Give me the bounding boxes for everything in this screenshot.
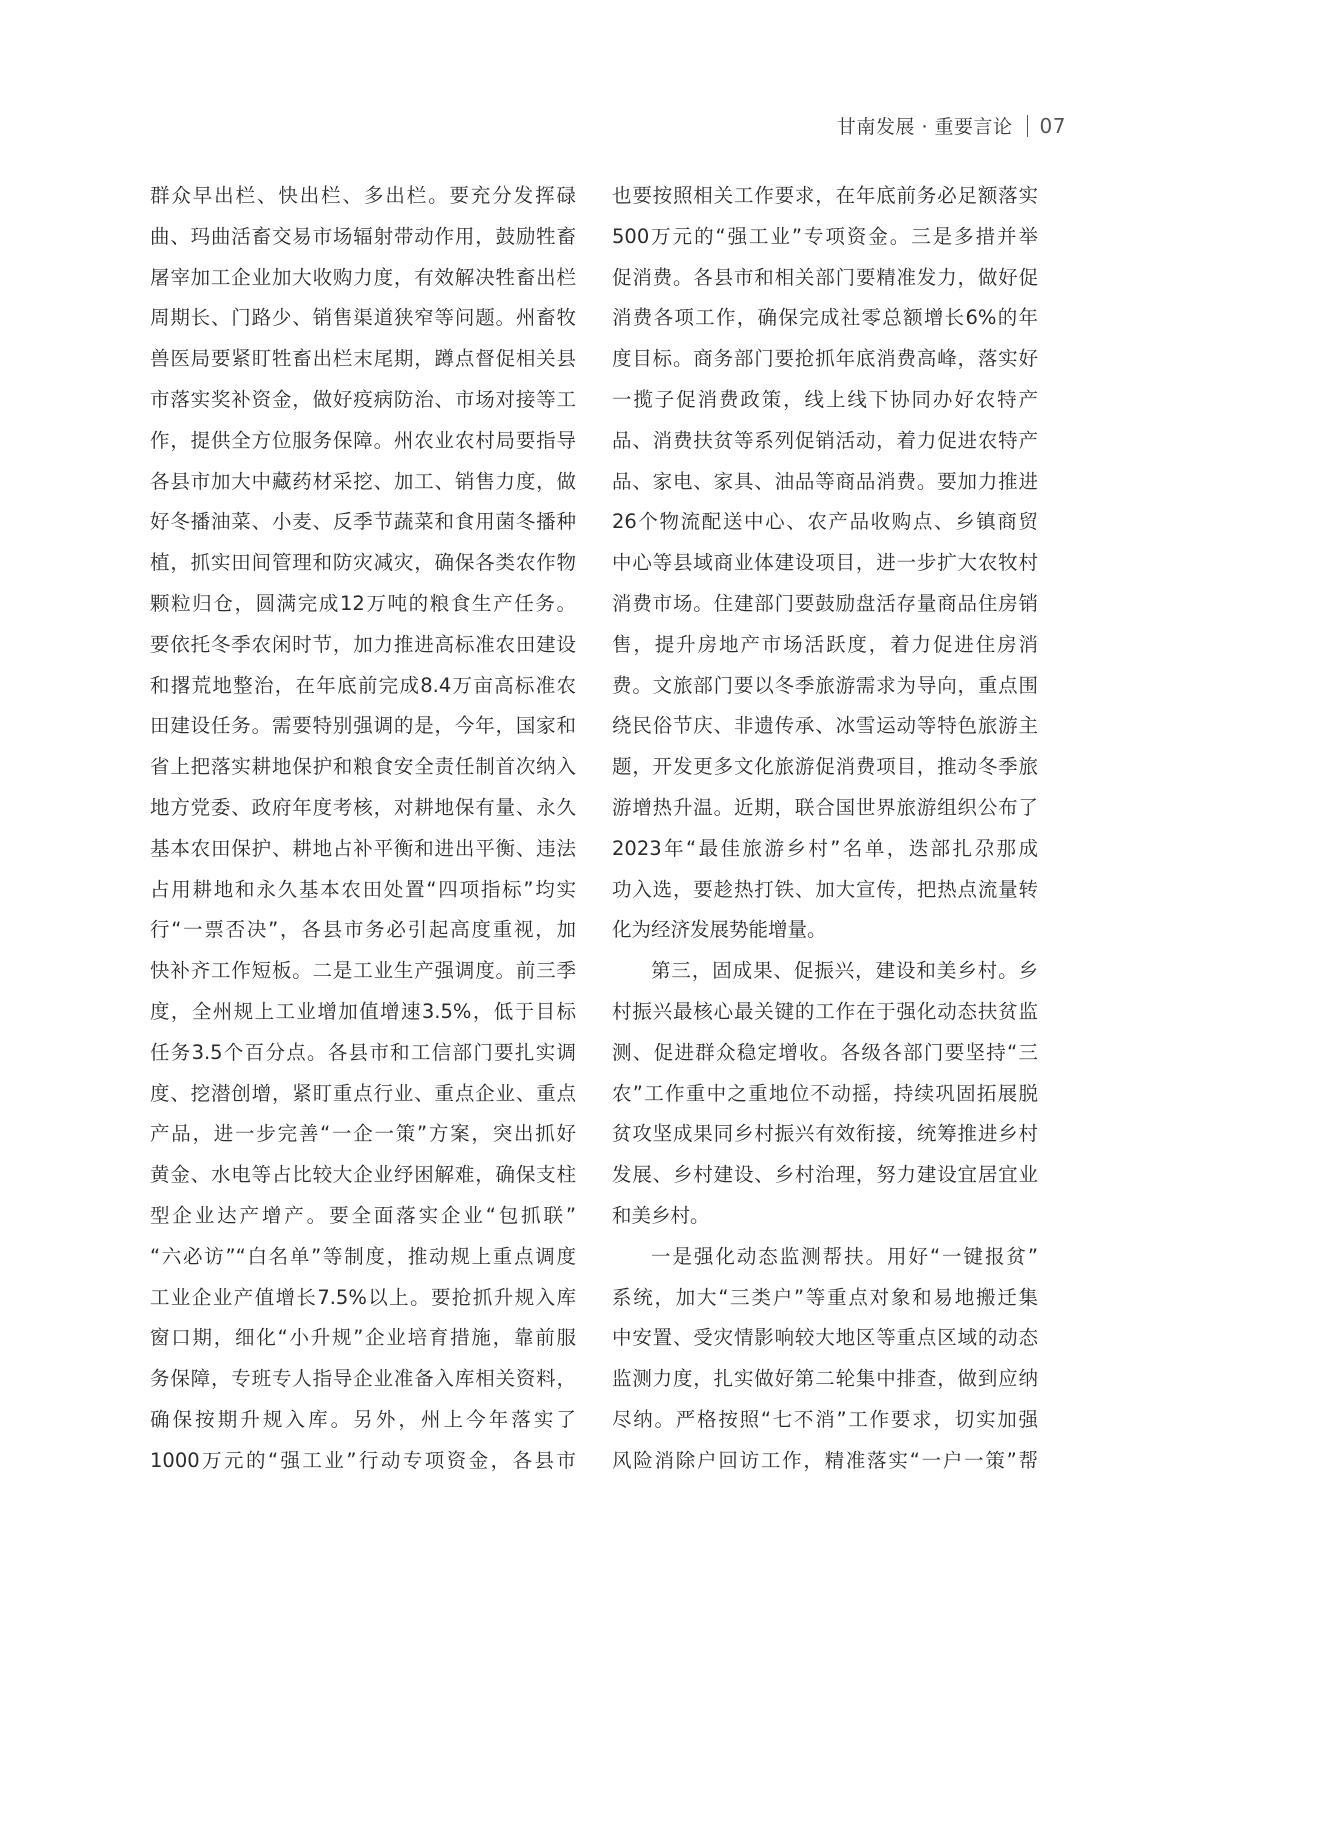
text-line: 型企业达产增产。要全面落实企业“包抓联” [150, 1203, 576, 1227]
text-line: 贫攻坚成果同乡村振兴有效衔接，统筹推进乡村 [612, 1122, 1038, 1146]
text-line: 确保按期升规入库。另外，州上今年落实了 [150, 1407, 576, 1431]
paragraph-heading: 第三，固成果、促振兴，建设和美乡村。乡 [651, 959, 1038, 983]
section-title: 甘南发展 · 重要言论 [836, 116, 1013, 138]
text-line: 度、挖潜创增，紧盯重点行业、重点企业、重点 [150, 1081, 576, 1105]
text-line: 费。文旅部门要以冬季旅游需求为导向，重点围 [612, 673, 1038, 697]
paragraph-heading: 一是强化动态监测帮扶。用好“一键报贫” [651, 1244, 1038, 1268]
text-line: 中心等县域商业体建设项目，进一步扩大农牧村 [612, 551, 1038, 575]
text-line: 市落实奖补资金，做好疫病防治、市场对接等工 [150, 387, 576, 411]
text-line: 行“一票否决”，各县市务必引起高度重视，加 [150, 918, 576, 942]
text-line: 要依托冬季农闲时节，加力推进高标准农田建设 [150, 632, 576, 656]
text-line: 兽医局要紧盯牲畜出栏末尾期，蹲点督促相关县 [150, 347, 576, 371]
text-line: 消费各项工作，确保完成社零总额增长6%的年 [612, 306, 1038, 330]
header-divider [1027, 115, 1028, 137]
text-line: 颗粒归仓，圆满完成12万吨的粮食生产任务。 [150, 591, 576, 615]
text-line: 尽纳。严格按照“七不消”工作要求，切实加强 [612, 1407, 1038, 1431]
text-line: 田建设任务。需要特别强调的是，今年，国家和 [150, 714, 576, 738]
text-line: 工业企业产值增长7.5%以上。要抢抓升规入库 [150, 1285, 576, 1309]
text-line: 屠宰加工企业加大收购力度，有效解决牲畜出栏 [150, 265, 576, 289]
text-line: 曲、玛曲活畜交易市场辐射带动作用，鼓励牲畜 [150, 224, 576, 248]
text-line: 度目标。商务部门要抢抓年底消费高峰，落实好 [612, 347, 1038, 371]
page-number: 07 [1039, 113, 1066, 138]
text-line: 务保障，专班专人指导企业准备入库相关资料， [150, 1367, 576, 1391]
text-line: 快补齐工作短板。二是工业生产强调度。前三季 [150, 959, 576, 983]
text-line: 发展、乡村建设、乡村治理，努力建设宜居宜业 [612, 1163, 1038, 1187]
text-line: 作，提供全方位服务保障。州农业农村局要指导 [150, 428, 576, 452]
text-line: 占用耕地和永久基本农田处置“四项指标”均实 [150, 877, 576, 901]
text-line: 化为经济发展势能增量。 [612, 918, 827, 942]
text-line: 中安置、受灾情影响较大地区等重点区域的动态 [612, 1326, 1038, 1350]
text-line: 窗口期，细化“小升规”企业培育措施，靠前服 [150, 1326, 576, 1350]
text-line: 功入选，要趁热打铁、加大宣传，把热点流量转 [612, 877, 1038, 901]
text-line: 品、消费扶贫等系列促销活动，着力促进农特产 [612, 428, 1038, 452]
text-line: 群众早出栏、快出栏、多出栏。要充分发挥碌 [150, 184, 576, 207]
text-line: 一揽子促消费政策，线上线下协同办好农特产 [612, 387, 1038, 411]
text-line: 也要按照相关工作要求，在年底前务必足额落实 [612, 184, 1038, 207]
text-line: 和撂荒地整治，在年底前完成8.4万亩高标准农 [150, 673, 576, 697]
text-line: 售，提升房地产市场活跃度，着力促进住房消 [612, 632, 1038, 656]
text-line: 黄金、水电等占比较大企业纾困解难，确保支柱 [150, 1163, 576, 1187]
text-line: 测、促进群众稳定增收。各级各部门要坚持“三 [612, 1040, 1038, 1064]
text-line: 游增热升温。近期，联合国世界旅游组织公布了 [612, 795, 1038, 819]
text-line: 品、家电、家具、油品等商品消费。要加力推进 [612, 469, 1038, 493]
text-line: 各县市加大中藏药材采挖、加工、销售力度，做 [150, 469, 576, 493]
text-line: 风险消除户回访工作，精准落实“一户一策”帮 [612, 1448, 1038, 1472]
text-line: 村振兴最核心最关键的工作在于强化动态扶贫监 [612, 999, 1038, 1023]
right-column [612, 176, 1038, 1482]
text-line: 题，开发更多文化旅游促消费项目，推动冬季旅 [612, 755, 1038, 779]
text-line: 2023年“最佳旅游乡村”名单，迭部扎尕那成 [612, 836, 1038, 860]
text-line: 度，全州规上工业增加值增速3.5%，低于目标 [150, 999, 576, 1023]
left-column [150, 176, 576, 1482]
text-line: 消费市场。住建部门要鼓励盘活存量商品住房销 [612, 591, 1038, 615]
text-line: 监测力度，扎实做好第二轮集中排查，做到应纳 [612, 1367, 1038, 1391]
text-line: 任务3.5个百分点。各县市和工信部门要扎实调 [150, 1040, 576, 1064]
text-line: 系统，加大“三类户”等重点对象和易地搬迁集 [612, 1285, 1038, 1309]
text-line: 植，抓实田间管理和防灾减灾，确保各类农作物 [150, 551, 576, 575]
text-line: 500万元的“强工业”专项资金。三是多措并举 [612, 224, 1038, 248]
text-line: 26个物流配送中心、农产品收购点、乡镇商贸 [612, 510, 1038, 534]
text-line: “六必访”“白名单”等制度，推动规上重点调度 [150, 1244, 576, 1268]
text-line: 好冬播油菜、小麦、反季节蔬菜和食用菌冬播种 [150, 510, 576, 534]
running-header [837, 112, 1066, 139]
text-line: 1000万元的“强工业”行动专项资金，各县市 [150, 1448, 576, 1472]
text-line: 产品，进一步完善“一企一策”方案，突出抓好 [150, 1122, 576, 1146]
text-line: 绕民俗节庆、非遗传承、冰雪运动等特色旅游主 [612, 714, 1038, 738]
text-line: 省上把落实耕地保护和粮食安全责任制首次纳入 [150, 755, 576, 779]
text-line: 促消费。各县市和相关部门要精准发力，做好促 [612, 265, 1038, 289]
text-line: 和美乡村。 [612, 1203, 710, 1227]
text-line: 地方党委、政府年度考核，对耕地保有量、永久 [150, 795, 576, 819]
text-line: 农”工作重中之重地位不动摇，持续巩固拓展脱 [612, 1081, 1038, 1105]
text-line: 周期长、门路少、销售渠道狭窄等问题。州畜牧 [150, 306, 576, 330]
text-line: 基本农田保护、耕地占补平衡和进出平衡、违法 [150, 836, 576, 860]
